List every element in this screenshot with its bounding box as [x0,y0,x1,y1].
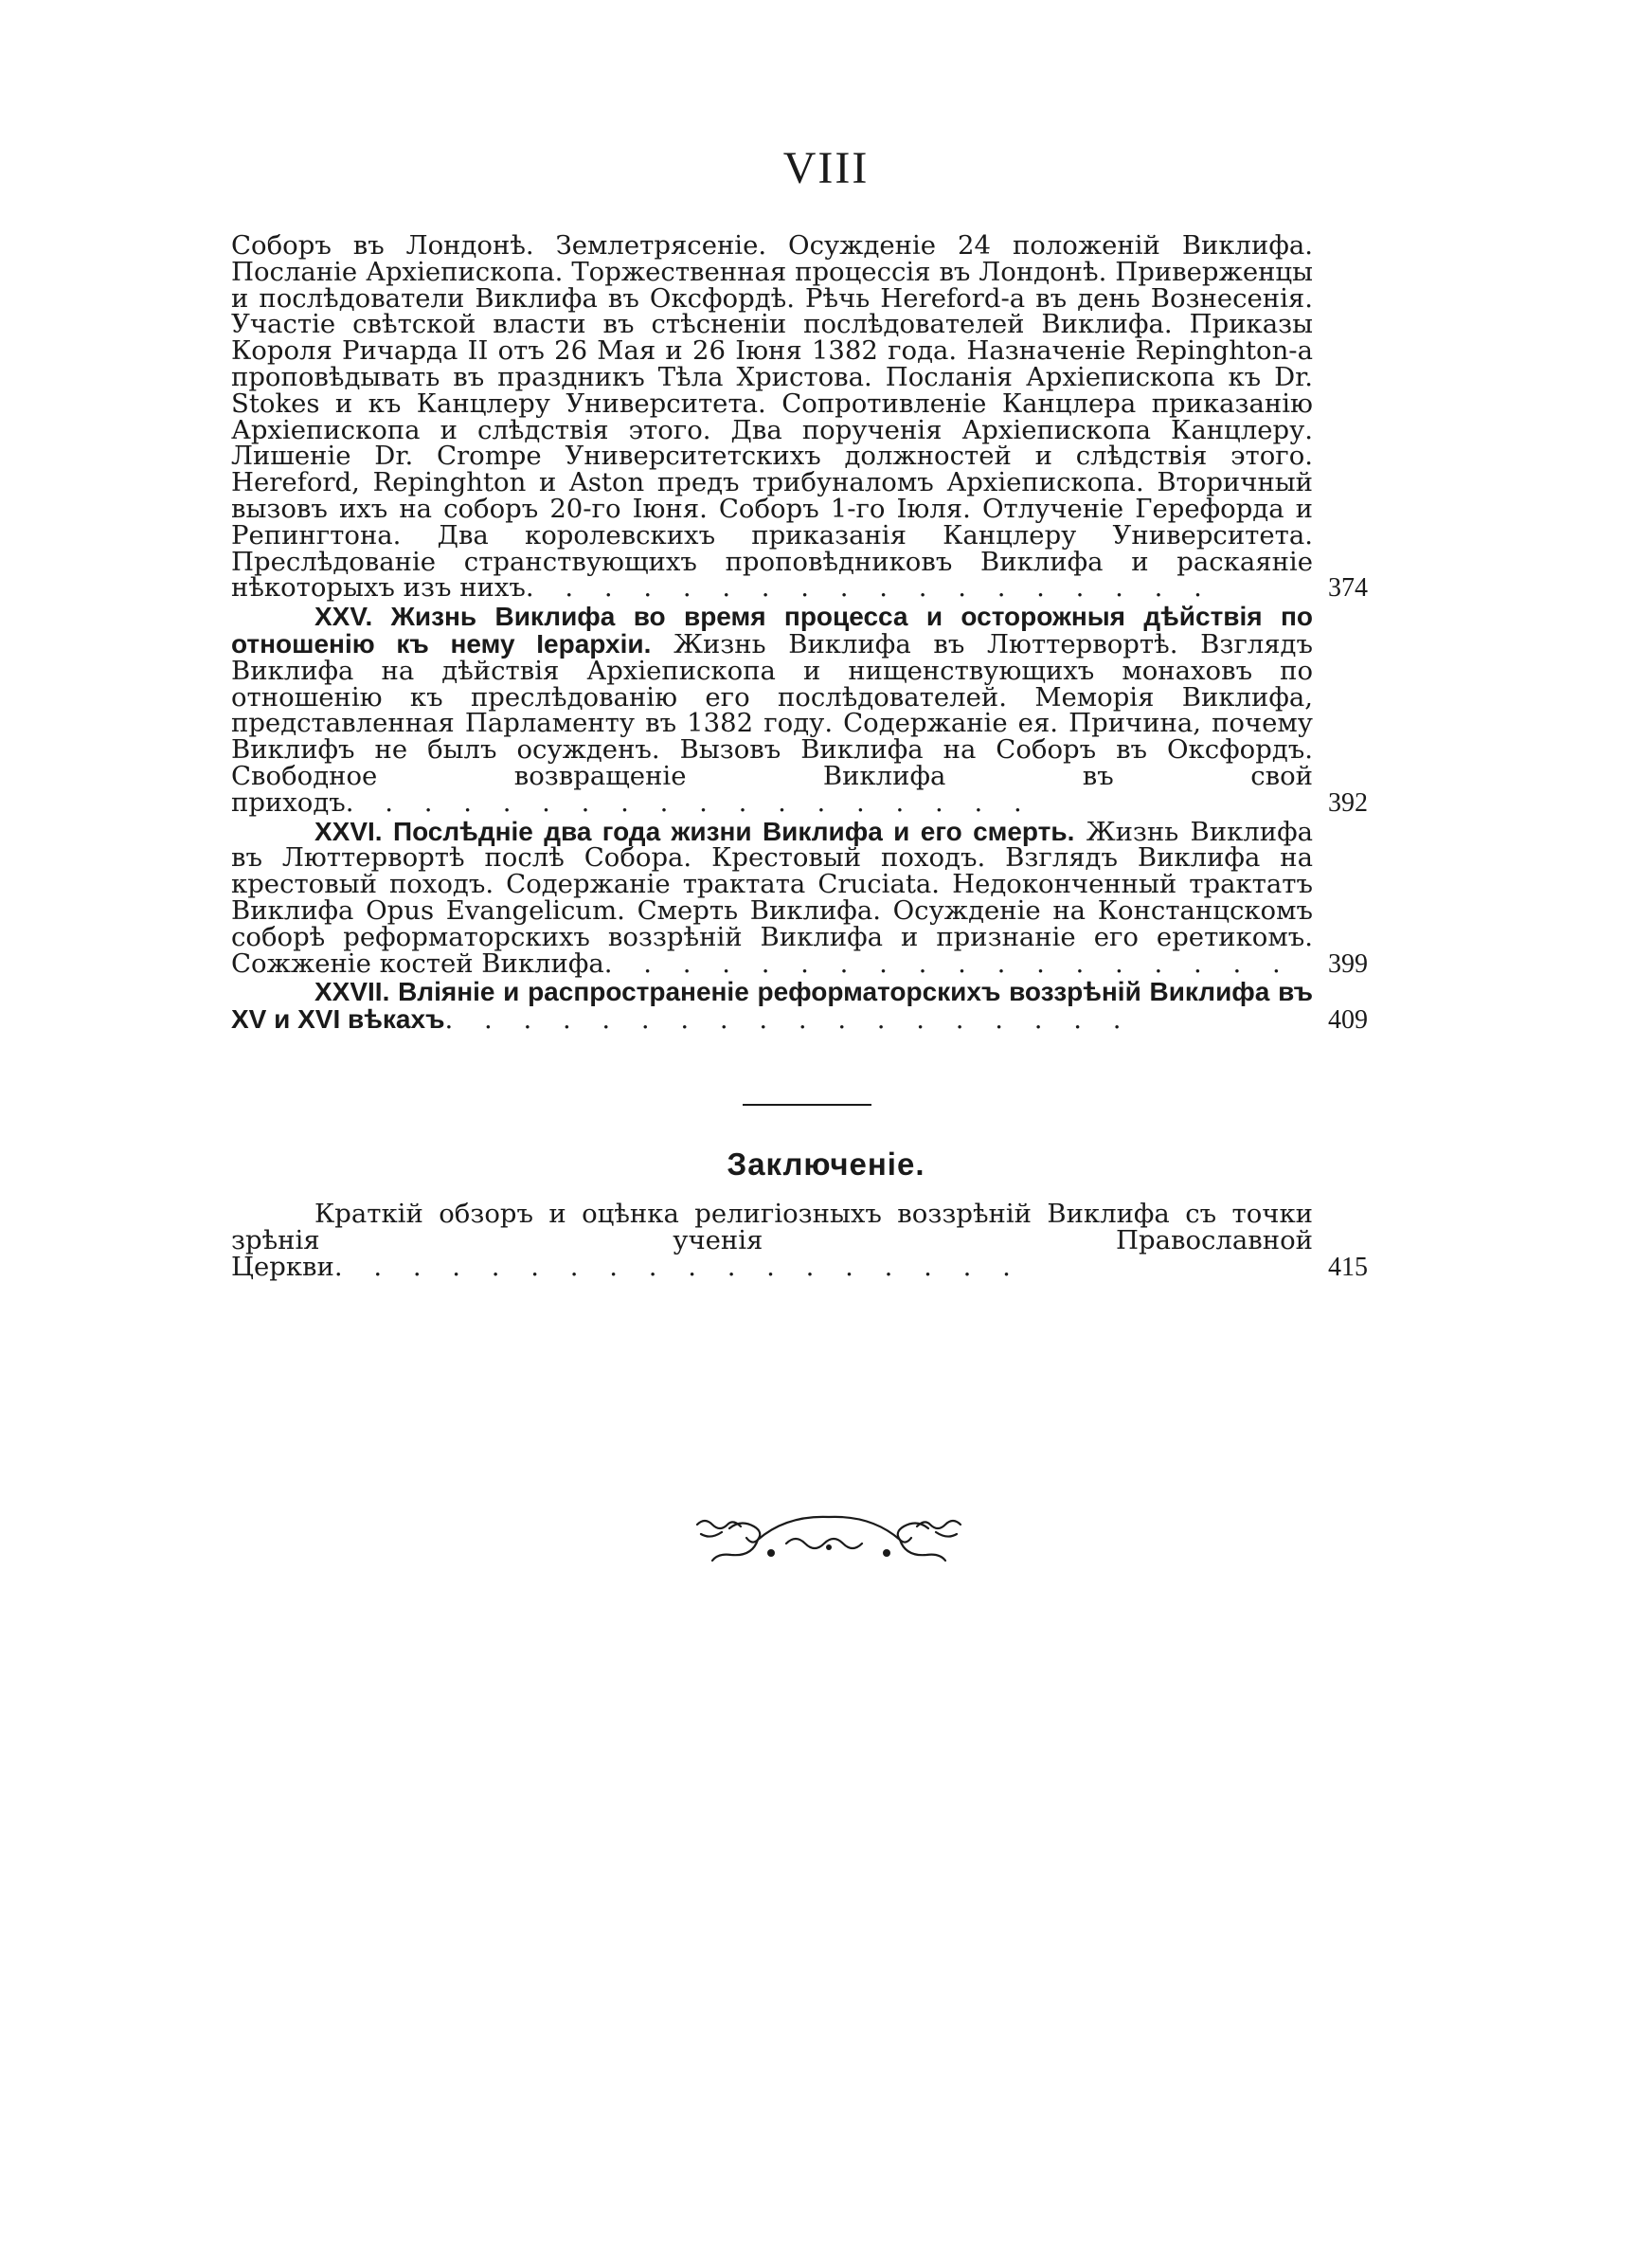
chapter-title: XXVII. Вліяніе и распространеніе реформаторскихъ воззрѣній Виклифа въ XV и XVI вѣкахъ [231,977,1313,1035]
section-divider [743,1104,871,1106]
ornament-flourish-icon [691,1511,966,1568]
toc-page-number: 392 [1328,787,1368,818]
leader-dots: . . . . . . . . . . . . . . . . . . [333,1251,1022,1282]
toc-entry [231,1201,1368,1280]
toc-entry [231,979,1368,1034]
leader-dots: . . . . . . . . . . . . . . . . . . [444,1004,1133,1036]
toc-entry [231,604,1368,816]
conclusion-entry-block [231,1201,1368,1280]
toc-entry [231,816,1368,979]
toc-page-number: 399 [1328,948,1368,979]
table-of-contents [231,230,1368,1036]
page-number: VIII [782,143,870,193]
leader-dots: . . . . . . . . . . . . . . . . . . [525,572,1213,604]
toc-entry [231,230,1368,604]
section-heading: Заключеніе. [727,1147,925,1182]
toc-entry-text: Жизнь Виклифа въ Люттервортѣ. Взглядъ Виклифа на дѣйствія Архіепископа и нищенствующихъ монаховъ по отношенію къ преслѣдованію его послѣдователей. Меморія Виклифа, представленная Парламенту въ 1382 году. Содержаніе ея. Причина, почему Виклифъ не былъ осужденъ. Вызовъ Виклифа на Соборъ въ Оксфордъ. Свободное возвращеніе Виклифа въ свой приходъ [231,628,1313,818]
toc-page-number: 415 [1328,1252,1368,1282]
decorative-ornament [691,1511,966,1572]
toc-page-number: 374 [1328,573,1368,604]
toc-entry-text: Соборъ въ Лондонѣ. Землетрясеніе. Осужденіе 24 положеній Виклифа. Посланіе Архіепископа. Торжественная процессія въ Лондонѣ. Приверженцы и послѣдователи Виклифа въ Оксфордѣ. Рѣчь Hereford-а въ день Вознесенія. Участіе свѣтской власти въ стѣсненіи послѣдователей Виклифа. Приказы Короля Ричарда II отъ 26 Мая и 26 Іюня 1382 года. Назначеніе Repinghton-а проповѣдывать въ праздникъ Тѣла Христова. Посланія Архіепископа къ Dr. Stokes и къ Канцлеру Университета. Сопротивленіе Канцлера приказанію Архіепископа и слѣдствія этого. Два порученія Архіепископа Канцлеру. Лишеніе Dr. Crompe Университетскихъ должностей и слѣдствія этого. Hereford, Repinghton и Aston предъ трибуналомъ Архіепископа. Вторичный вызовъ ихъ на соборъ 20-го Іюня. Соборъ 1-го Іюля. Отлученіе Герефорда и Репингтона. Два королевскихъ приказанія Канцлеру Университета. Преслѣдованіе странствующихъ проповѣдниковъ Виклифа и раскаяніе нѣкоторыхъ изъ нихъ [231,230,1313,604]
leader-dots: . . . . . . . . . . . . . . . . . . [345,786,1033,818]
toc-entry-text: Краткій обзоръ и оцѣнка религіозныхъ воззрѣній Виклифа съ точки зрѣнія ученія Православной Церкви [231,1199,1313,1282]
leader-dots: . . . . . . . . . . . . . . . . . . [603,948,1292,979]
chapter-title: XXVI. Послѣдніе два года жизни Виклифа и его смерть. [314,816,1075,846]
chapter-title: XXV. Жизнь Виклифа во время процесса и осторожныя дѣйствія по отношенію къ нему Іерархіи. [231,602,1313,659]
toc-page-number: 409 [1328,1005,1368,1036]
toc-entry-text: Жизнь Виклифа въ Люттервортѣ послѣ Собора. Крестовый походъ. Взглядъ Виклифа на крестовый походъ. Содержаніе трактата Cruciata. Недоконченный трактатъ Виклифа Opus Evangelicum. Смерть Виклифа. Осужденіе на Констанцскомъ соборѣ реформаторскихъ воззрѣній Виклифа и признаніе его еретикомъ. Сожженіе костей Виклифа [231,816,1313,979]
